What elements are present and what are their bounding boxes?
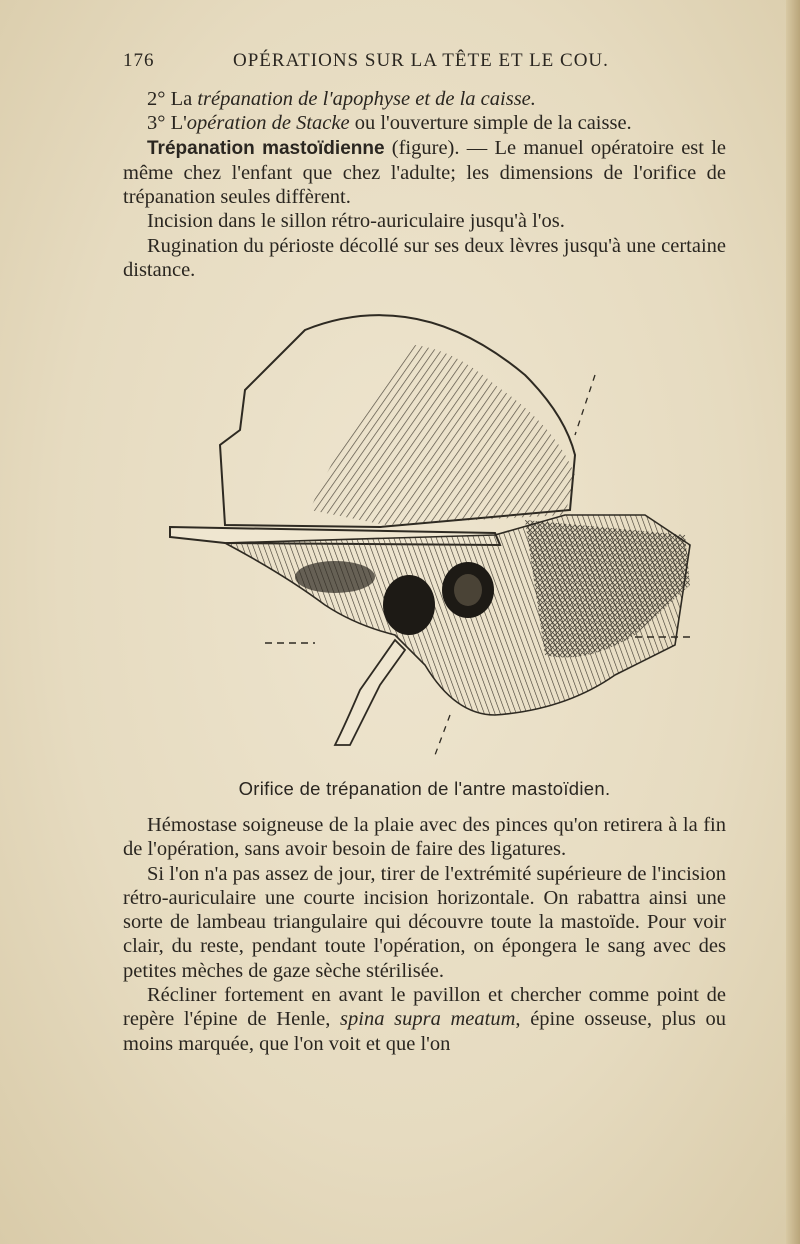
list-item-2: 2° La trépanation de l'apophyse et de la caisse. <box>147 88 536 110</box>
running-head: OPÉRATIONS SUR LA TÊTE ET LE COU. <box>233 50 609 71</box>
paragraph-trepanation: Trépanation mastoïdienne (figure). — Le manuel opératoire est le même chez l'enfant que chez l'adulte; les dimensions de l'orifice de trépanation seules diffèrent. <box>123 136 727 209</box>
text-block-bottom <box>123 813 726 1056</box>
paragraph-hemostase: Hémostase soigneuse de la plaie avec des pinces qu'on retirera à la fin de l'opération, sans avoir besoin de faire des ligatures. <box>123 814 726 861</box>
paragraph-jour: Si l'on n'a pas assez de jour, tirer de l'extrémité supérieure de l'incision rétro-auriculaire une courte incision horizontale. On rabattra ainsi une sorte de lambeau triangulaire qui découvre toute la mastoïde. Pour voir clair, du reste, pendant toute l'opération, on épongera le sang avec des petites mèches de gaze sèche stérilisée. <box>123 862 726 982</box>
mastoid-illustration <box>165 305 705 765</box>
paragraph-rugination: Rugination du périoste décollé sur ses deux lèvres jusqu'à une certaine distance. <box>123 234 726 282</box>
text-block-top <box>123 87 726 282</box>
paragraph-recliner: Récliner fortement en avant le pavillon et chercher comme point de repère l'épine de Henle, spina supra meatum, épine osseuse, plus ou moins marquée, que l'on voit et que l'on <box>123 984 726 1055</box>
page-number: 176 <box>123 50 155 71</box>
figure-caption: Orifice de trépanation de l'antre mastoïdien. <box>238 778 611 799</box>
list-item-3: 3° L'opération de Stacke ou l'ouverture simple de la caisse. <box>147 112 632 135</box>
paragraph-incision: Incision dans le sillon rétro-auriculaire jusqu'à l'os. <box>147 210 565 233</box>
page-header <box>123 50 723 74</box>
page-edge <box>786 0 800 1244</box>
section-heading: Trépanation mastoïdienne <box>147 137 385 159</box>
